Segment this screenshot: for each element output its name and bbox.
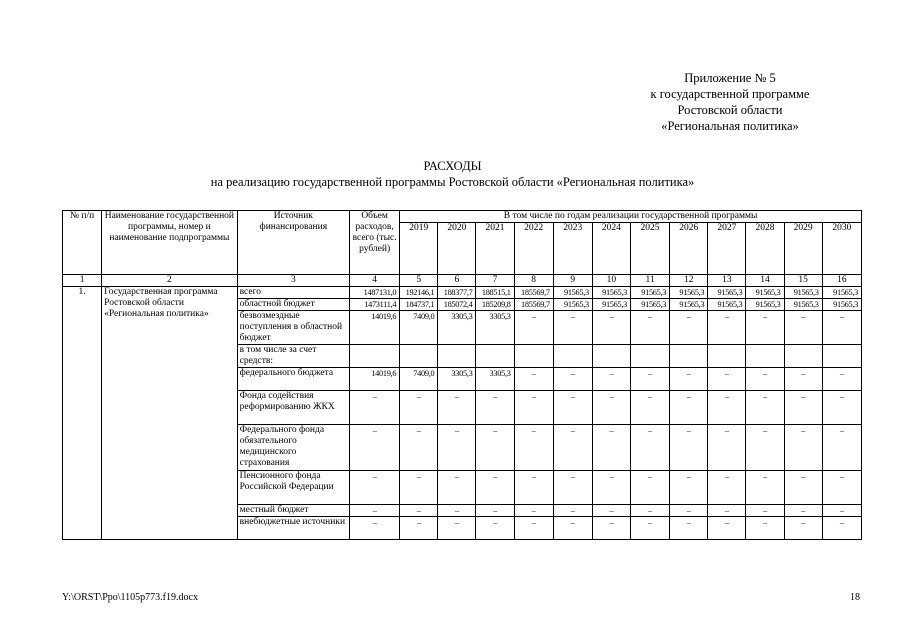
funding-source: Фонда содействия реформированию ЖКХ xyxy=(237,391,349,425)
year-value: – xyxy=(476,517,514,540)
year-value: – xyxy=(438,505,476,517)
year-value: – xyxy=(476,425,514,471)
total-value: – xyxy=(350,391,400,425)
year-value: – xyxy=(746,368,784,391)
year-value: – xyxy=(630,425,669,471)
year-value: 3305,3 xyxy=(476,311,514,345)
year-value: 91565,3 xyxy=(553,299,592,311)
year-value: 91565,3 xyxy=(670,299,708,311)
header-year: 2022 xyxy=(514,223,553,275)
column-number: 12 xyxy=(670,275,708,287)
year-value xyxy=(514,345,553,368)
header-year: 2026 xyxy=(670,223,708,275)
appendix-line-4: «Региональная политика» xyxy=(661,119,799,133)
year-value: – xyxy=(514,471,553,505)
year-value: – xyxy=(746,425,784,471)
header-year: 2027 xyxy=(708,223,746,275)
header-year: 2029 xyxy=(784,223,822,275)
year-value: – xyxy=(592,517,630,540)
year-value xyxy=(708,345,746,368)
year-value: 184737,1 xyxy=(400,299,438,311)
column-number: 13 xyxy=(708,275,746,287)
year-value: – xyxy=(592,505,630,517)
year-value: – xyxy=(670,368,708,391)
year-value: – xyxy=(784,391,822,425)
year-value: 91565,3 xyxy=(822,299,861,311)
year-value: 91565,3 xyxy=(630,287,669,299)
year-value: 3305,3 xyxy=(438,311,476,345)
year-value: – xyxy=(592,425,630,471)
year-value: – xyxy=(553,311,592,345)
header-total: Объем расходов, всего (тыс. рублей) xyxy=(350,211,400,275)
total-value: – xyxy=(350,517,400,540)
year-value: – xyxy=(746,517,784,540)
year-value: – xyxy=(822,425,861,471)
year-value: – xyxy=(553,368,592,391)
appendix-line-1: Приложение № 5 xyxy=(684,71,776,85)
year-value: – xyxy=(822,517,861,540)
column-number: 2 xyxy=(102,275,237,287)
total-value: – xyxy=(350,471,400,505)
year-value: – xyxy=(670,505,708,517)
funding-source: безвозмездные поступления в областной бюджет xyxy=(237,311,349,345)
year-value: 91565,3 xyxy=(746,287,784,299)
funding-source: федерального бюджета xyxy=(237,368,349,391)
year-value: 91565,3 xyxy=(592,299,630,311)
year-value: 91565,3 xyxy=(784,299,822,311)
year-value: – xyxy=(438,471,476,505)
year-value: – xyxy=(822,505,861,517)
header-year: 2020 xyxy=(438,223,476,275)
year-value: – xyxy=(400,471,438,505)
year-value: – xyxy=(592,471,630,505)
year-value: – xyxy=(438,391,476,425)
year-value: – xyxy=(514,368,553,391)
column-number: 6 xyxy=(438,275,476,287)
year-value: – xyxy=(514,425,553,471)
year-value xyxy=(400,345,438,368)
column-number: 16 xyxy=(822,275,861,287)
year-value xyxy=(822,345,861,368)
year-value xyxy=(784,345,822,368)
year-value: – xyxy=(400,425,438,471)
header-year: 2024 xyxy=(592,223,630,275)
title-line-2: на реализацию государственной программы Ростовской области «Региональная политика» xyxy=(210,175,695,189)
header-year: 2021 xyxy=(476,223,514,275)
year-value: – xyxy=(670,517,708,540)
year-value: – xyxy=(514,311,553,345)
header-years-group: В том числе по годам реализации государственной программы xyxy=(400,211,862,223)
year-value: – xyxy=(476,505,514,517)
year-value: – xyxy=(708,425,746,471)
year-value xyxy=(553,345,592,368)
year-value: 91565,3 xyxy=(630,299,669,311)
year-value: – xyxy=(822,368,861,391)
table-row xyxy=(63,287,862,299)
year-value: – xyxy=(708,368,746,391)
year-value: – xyxy=(630,517,669,540)
year-value: – xyxy=(670,425,708,471)
year-value: – xyxy=(514,505,553,517)
column-number: 11 xyxy=(630,275,669,287)
column-number: 4 xyxy=(350,275,400,287)
header-year: 2023 xyxy=(553,223,592,275)
year-value: – xyxy=(822,391,861,425)
program-number: 1. xyxy=(63,287,102,540)
year-value: – xyxy=(592,311,630,345)
total-value: 1473111,4 xyxy=(350,299,400,311)
year-value: – xyxy=(553,517,592,540)
column-number: 3 xyxy=(237,275,349,287)
year-value: – xyxy=(670,471,708,505)
year-value xyxy=(592,345,630,368)
appendix-line-3: Ростовской области xyxy=(677,103,783,117)
year-value xyxy=(630,345,669,368)
year-value: – xyxy=(438,517,476,540)
year-value: – xyxy=(670,391,708,425)
year-value: – xyxy=(476,391,514,425)
year-value: – xyxy=(400,517,438,540)
year-value xyxy=(476,345,514,368)
funding-source: в том числе за счет средств: xyxy=(237,345,349,368)
header-year: 2019 xyxy=(400,223,438,275)
expenses-table xyxy=(62,210,862,540)
total-value: – xyxy=(350,425,400,471)
year-value: – xyxy=(630,471,669,505)
column-number: 9 xyxy=(553,275,592,287)
year-value: 192146,1 xyxy=(400,287,438,299)
column-numbers-row xyxy=(63,275,862,287)
year-value: – xyxy=(708,471,746,505)
year-value: – xyxy=(708,391,746,425)
year-value: 3305,3 xyxy=(438,368,476,391)
year-value: 7409,0 xyxy=(400,311,438,345)
year-value: – xyxy=(553,505,592,517)
total-value: 14019,6 xyxy=(350,368,400,391)
year-value: – xyxy=(553,425,592,471)
program-name: Государственная программа Ростовской области «Региональная политика» xyxy=(102,287,237,540)
year-value: – xyxy=(476,471,514,505)
column-number: 15 xyxy=(784,275,822,287)
year-value xyxy=(670,345,708,368)
year-value: 188377,7 xyxy=(438,287,476,299)
year-value: – xyxy=(746,311,784,345)
year-value: – xyxy=(553,391,592,425)
header-year: 2025 xyxy=(630,223,669,275)
year-value: 91565,3 xyxy=(708,299,746,311)
page-number: 18 xyxy=(850,592,860,603)
year-value: – xyxy=(592,391,630,425)
year-value: – xyxy=(822,471,861,505)
year-value: – xyxy=(746,471,784,505)
year-value: 185569,7 xyxy=(514,299,553,311)
column-number: 10 xyxy=(592,275,630,287)
year-value: 3305,3 xyxy=(476,368,514,391)
header-num: № п/п xyxy=(63,211,102,275)
funding-source: Федерального фонда обязательного медицинского страхования xyxy=(237,425,349,471)
year-value: – xyxy=(592,368,630,391)
year-value: – xyxy=(746,391,784,425)
total-value: 1487131,0 xyxy=(350,287,400,299)
header-year: 2028 xyxy=(746,223,784,275)
year-value: – xyxy=(630,311,669,345)
year-value: 91565,3 xyxy=(746,299,784,311)
funding-source: всего xyxy=(237,287,349,299)
year-value: 185072,4 xyxy=(438,299,476,311)
column-number: 7 xyxy=(476,275,514,287)
year-value: 185209,8 xyxy=(476,299,514,311)
year-value: 91565,3 xyxy=(822,287,861,299)
total-value: – xyxy=(350,505,400,517)
year-value xyxy=(746,345,784,368)
file-path: Y:\ORST\Ppo\1105p773.f19.docx xyxy=(62,592,198,603)
total-value xyxy=(350,345,400,368)
year-value: – xyxy=(514,517,553,540)
year-value: – xyxy=(822,311,861,345)
year-value: – xyxy=(553,471,592,505)
year-value: 7409,0 xyxy=(400,368,438,391)
header-source: Источник финансирования xyxy=(237,211,349,275)
funding-source: Пенсионного фонда Российской Федерации xyxy=(237,471,349,505)
year-value: – xyxy=(708,517,746,540)
column-number: 1 xyxy=(63,275,102,287)
column-number: 5 xyxy=(400,275,438,287)
year-value: – xyxy=(630,368,669,391)
funding-source: местный бюджет xyxy=(237,505,349,517)
year-value: – xyxy=(400,505,438,517)
year-value xyxy=(438,345,476,368)
year-value: – xyxy=(630,505,669,517)
year-value: – xyxy=(784,425,822,471)
year-value: – xyxy=(400,391,438,425)
column-number: 14 xyxy=(746,275,784,287)
year-value: 185569,7 xyxy=(514,287,553,299)
header-name: Наименование государственной программы, номер и наименование подпрограммы xyxy=(102,211,237,275)
year-value: – xyxy=(784,368,822,391)
header-row-1 xyxy=(63,211,862,223)
year-value: – xyxy=(514,391,553,425)
year-value: – xyxy=(784,505,822,517)
year-value: – xyxy=(708,505,746,517)
year-value: 91565,3 xyxy=(553,287,592,299)
table-body xyxy=(63,287,862,540)
header-year: 2030 xyxy=(822,223,861,275)
year-value: – xyxy=(746,505,784,517)
document-title xyxy=(0,158,905,190)
appendix-block xyxy=(615,70,845,134)
year-value: 91565,3 xyxy=(670,287,708,299)
column-number: 8 xyxy=(514,275,553,287)
year-value: – xyxy=(784,471,822,505)
year-value: – xyxy=(784,517,822,540)
title-line-1: РАСХОДЫ xyxy=(423,159,482,173)
funding-source: внебюджетные источники xyxy=(237,517,349,540)
funding-source: областной бюджет xyxy=(237,299,349,311)
year-value: 91565,3 xyxy=(708,287,746,299)
year-value: 91565,3 xyxy=(592,287,630,299)
year-value: – xyxy=(438,425,476,471)
appendix-line-2: к государственной программе xyxy=(650,87,810,101)
year-value: – xyxy=(670,311,708,345)
year-value: 91565,3 xyxy=(784,287,822,299)
year-value: – xyxy=(630,391,669,425)
total-value: 14019,6 xyxy=(350,311,400,345)
year-value: – xyxy=(708,311,746,345)
year-value: 188515,1 xyxy=(476,287,514,299)
year-value: – xyxy=(784,311,822,345)
